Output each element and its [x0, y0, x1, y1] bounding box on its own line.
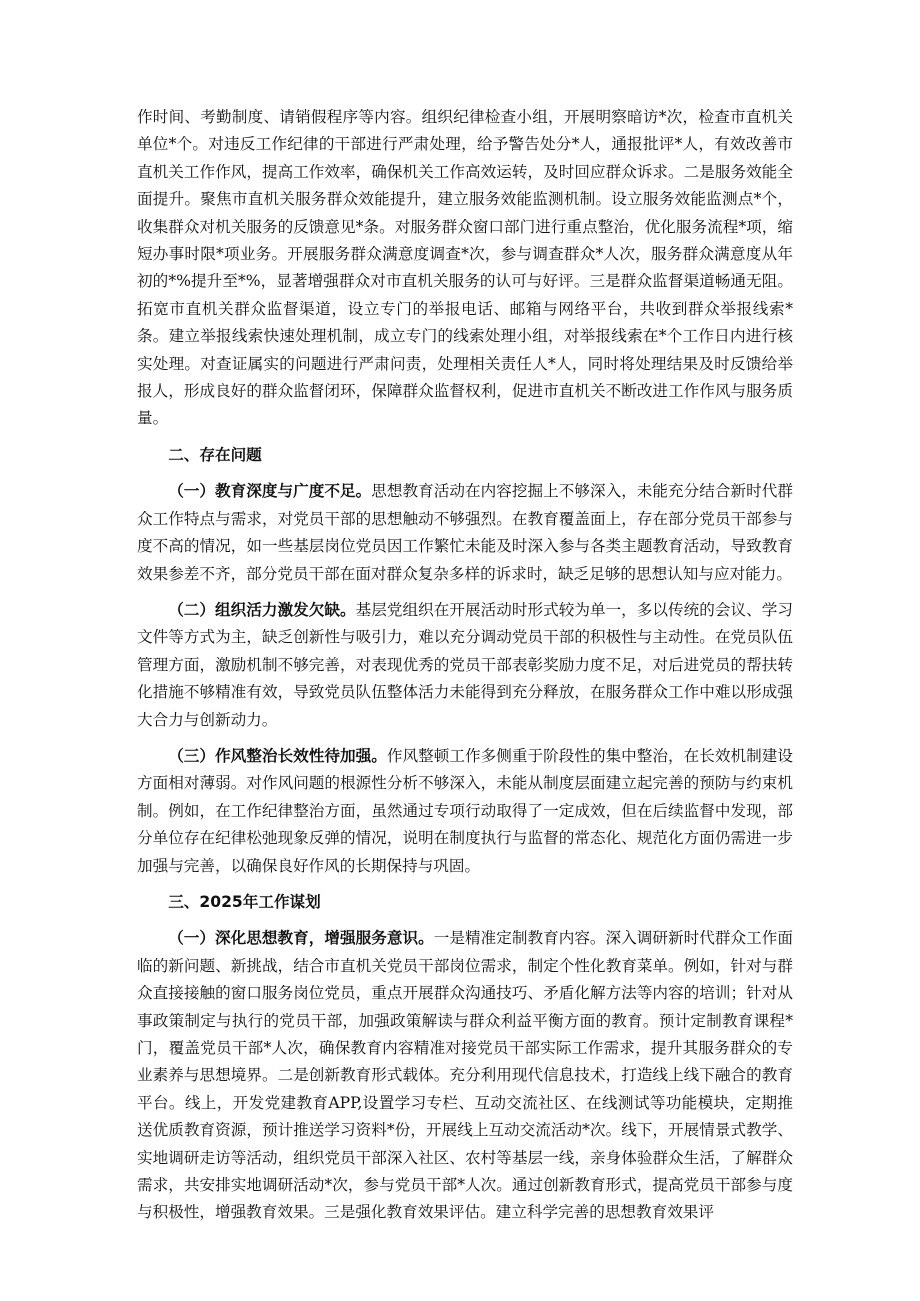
problem-item-2-body: 基层党组织在开展活动时形式较为单一，多以传统的会议、学习文件等方式为主，缺乏创新性与吸引力，难以充分调动党员干部的积极性与主动性。在党员队伍管理方面，激励机制不够完善，对表现优秀的党员干部表彰奖励力度不足，对后进党员的帮扶转化措施不够精准有效，导致党员队伍整体活力未能得到充分释放，在服务群众工作中难以形成强大合力与创新动力。 [137, 600, 793, 729]
section-heading-plan: 三、2025年工作谋划 [168, 892, 321, 911]
plan-item-1-lead: （一）深化思想教育，增强服务意识。 [168, 929, 434, 948]
problem-item-1 [137, 478, 793, 588]
problem-item-1-lead: （一）教育深度与广度不足。 [168, 482, 372, 501]
problem-item-1-body: 思想教育活动在内容挖掘上不够深入，未能充分结合新时代群众工作特点与需求，对党员干部的思想触动不够强烈。在教育覆盖面上，存在部分党员干部参与度不高的情况，如一些基层岗位党员因工作繁忙未能及时深入参与各类主题教育活动，导致教育效果参差不齐，部分党员干部在面对群众复杂多样的诉求时，缺乏足够的思想认知与应对能力。 [137, 482, 793, 583]
paragraph-continued: 作时间、考勤制度、请销假程序等内容。组织纪律检查小组，开展明察暗访*次，检查市直机关单位*个。对违反工作纪律的干部进行严肃处理，给予警告处分*人，通报批评*人，有效改善市直机关工作作风，提高工作效率，确保机关工作高效运转，及时回应群众诉求。二是服务效能全面提升。聚焦市直机关服务群众效能提升，建立服务效能监测机制。设立服务效能监测点*个，收集群众对机关服务的反馈意见*条。对服务群众窗口部门进行重点整治，优化服务流程*项，缩短办事时限*项业务。开展服务群众满意度调查*次，参与调查群众*人次，服务群众满意度从年初的*%提升至*%，显著增强群众对市直机关服务的认可与好评。三是群众监督渠道畅通无阻。拓宽市直机关群众监督渠道，设立专门的举报电话、邮箱与网络平台，共收到群众举报线索*条。建立举报线索快速处理机制，成立专门的线索处理小组，对举报线索在*个工作日内进行核实处理。对查证属实的问题进行严肃问责，处理相关责任人*人，同时将处理结果及时反馈给举报人，形成良好的群众监督闭环，保障群众监督权利，促进市直机关不断改进工作作风与服务质量。 [137, 108, 793, 428]
document-page [137, 104, 793, 1227]
problem-item-3-body: 作风整顿工作多侧重于阶段性的集中整治，在长效机制建设方面相对薄弱。对作风问题的根源性分析不够深入，未能从制度层面建立起完善的预防与约束机制。例如，在工作纪律整治方面，虽然通过专项行动取得了一定成效，但在后续监督中发现，部分单位存在纪律松弛现象反弹的情况，说明在制度执行与监督的常态化、规范化方面仍需进一步加强与完善，以确保良好作风的长期保持与巩固。 [137, 746, 793, 875]
plan-item-1 [137, 925, 793, 1226]
problem-item-2-lead: （二）组织活力激发欠缺。 [168, 600, 356, 619]
problem-item-3 [137, 743, 793, 880]
problem-item-2 [137, 597, 793, 734]
plan-item-1-body: 一是精准定制教育内容。深入调研新时代群众工作面临的新问题、新挑战，结合市直机关党员干部岗位需求，制定个性化教育菜单。例如，针对与群众直接接触的窗口服务岗位党员，重点开展群众沟通技巧、矛盾化解方法等内容的培训；针对从事政策制定与执行的党员干部，加强政策解读与群众利益平衡方面的教育。预计定制教育课程*门，覆盖党员干部*人次，确保教育内容精准对接党员干部实际工作需求，提升其服务群众的专业素养与思想境界。二是创新教育形式载体。充分利用现代信息技术，打造线上线下融合的教育平台。线上，开发党建教育APP,设置学习专栏、互动交流社区、在线测试等功能模块，定期推送优质教育资源，预计推送学习资料*份，开展线上互动交流活动*次。线下，开展情景式教学、实地调研走访等活动，组织党员干部深入社区、农村等基层一线，亲身体验群众生活，了解群众需求，共安排实地调研活动*次，参与党员干部*人次。通过创新教育形式，提高党员干部参与度与积极性，增强教育效果。三是强化教育效果评估。建立科学完善的思想教育效果评 [137, 929, 793, 1222]
section-heading-problems: 二、存在问题 [168, 445, 262, 464]
problem-item-3-lead: （三）作风整治长效性待加强。 [168, 746, 387, 765]
